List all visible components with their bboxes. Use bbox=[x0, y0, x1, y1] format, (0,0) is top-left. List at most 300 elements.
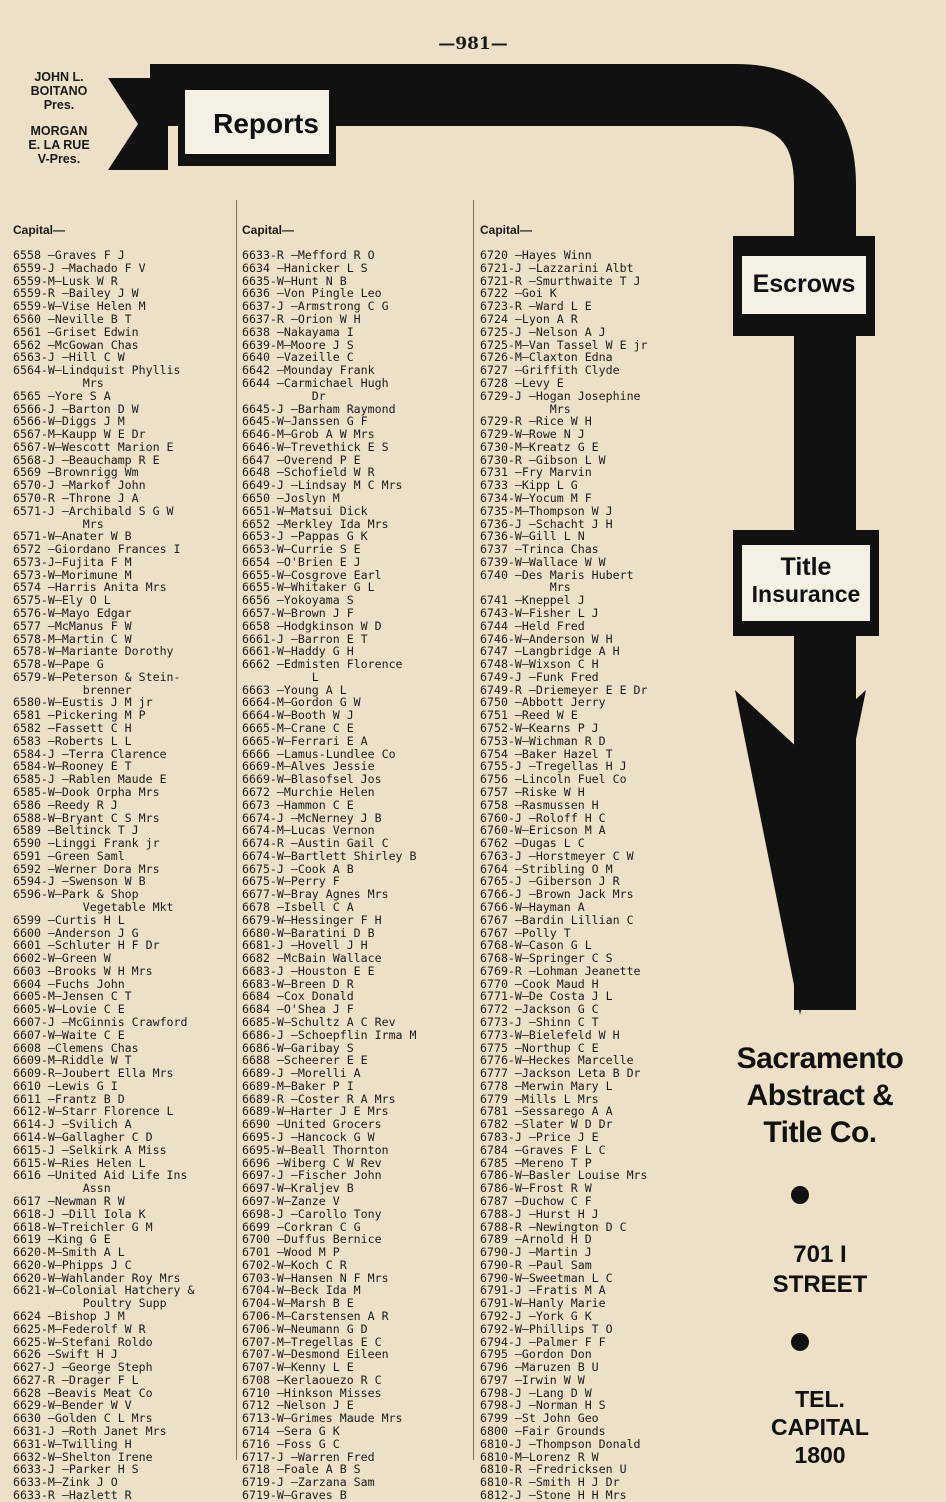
listing-entry: 6673 —Hammon C E bbox=[242, 797, 354, 812]
listing-entry: 6675-J —Cook A B bbox=[242, 861, 354, 876]
listing-entry: 6602-W—Green W bbox=[13, 951, 111, 966]
listing-entry: 6627-R —Drager F L bbox=[13, 1372, 139, 1387]
listing-entry: 6769-R —Lohman Jeanette bbox=[480, 963, 641, 978]
listing-entry: 6609-M—Riddle W T bbox=[13, 1053, 132, 1068]
vp-title: V-Pres. bbox=[37, 152, 81, 166]
listing-entry: 6599 —Curtis H L bbox=[13, 912, 125, 927]
listing-entry: 6664-M—Gordon G W bbox=[242, 695, 361, 710]
listing-entry: 6583 —Roberts L L bbox=[13, 733, 132, 748]
listing-entry: brenner bbox=[13, 682, 132, 697]
listing-entry: 6653-J —Pappas G K bbox=[242, 529, 368, 544]
listing-entry: 6786-W—Frost R W bbox=[480, 1181, 592, 1196]
listing-entry: 6625-M—Federolf W R bbox=[13, 1321, 146, 1336]
listing-entry: 6772 —Jackson G C bbox=[480, 1002, 599, 1017]
listing-entry: 6672 —Murchie Helen bbox=[242, 784, 375, 799]
listing-entry: 6567-W—Wescott Marion E bbox=[13, 439, 174, 454]
listing-entry: 6604 —Fuchs John bbox=[13, 976, 125, 991]
listing-entry: 6704-W—Marsh B E bbox=[242, 1296, 354, 1311]
listing-entry: 6631-J —Roth Janet Mrs bbox=[13, 1424, 167, 1438]
listing-entry: 6721-J —Lazzarini Albt bbox=[480, 260, 634, 275]
listing-entry: 6768-W—Springer C S bbox=[480, 951, 613, 966]
listing-entry: 6564-W—Lindquist Phyllis bbox=[13, 363, 181, 378]
listing-entry: 6633-J —Parker H S bbox=[13, 1462, 139, 1477]
listing-entry: 6558 —Graves F J bbox=[13, 248, 125, 263]
listing-entry: 6636 —Von Pingle Leo bbox=[242, 286, 382, 301]
column-header: Capital— bbox=[480, 222, 533, 237]
listing-entry: 6633-M—Zink J O bbox=[13, 1475, 118, 1490]
listing-entry: 6719-W—Graves B bbox=[242, 1487, 347, 1502]
listing-entry: 6686-W—Garibay S bbox=[242, 1040, 354, 1055]
listing-entry: 6757 —Riske W H bbox=[480, 784, 585, 799]
listing-entry: 6696 —Wiberg C W Rev bbox=[242, 1155, 382, 1170]
listing-entry: 6765-J —Giberson J R bbox=[480, 874, 620, 889]
listing-entry: 6752-W—Kearns P J bbox=[480, 721, 599, 736]
listing-entry: 6632-W—Shelton Irene bbox=[13, 1449, 153, 1464]
listing-entry: 6791-J —Fratis M A bbox=[480, 1283, 606, 1298]
listing-entry: 6559-W—Vise Helen M bbox=[13, 299, 146, 314]
listing-entry: 6726-M—Claxton Edna bbox=[480, 350, 613, 365]
listing-entry: 6766-W—Hayman A bbox=[480, 899, 585, 914]
listing-entry: 6790-J —Martin J bbox=[480, 1245, 592, 1260]
listing-entry: 6663 —Young A L bbox=[242, 682, 347, 697]
listing-entry: 6655-W—Cosgrove Earl bbox=[242, 567, 382, 582]
listing-entry: 6798-J —Lang D W bbox=[480, 1385, 592, 1400]
listing-entry: 6628 —Beavis Meat Co bbox=[13, 1385, 153, 1400]
listing-entry: 6766-J —Brown Jack Mrs bbox=[480, 887, 634, 902]
president-name-2: BOITANO bbox=[30, 84, 88, 98]
listing-entry: 6644 —Carmichael Hugh bbox=[242, 375, 389, 390]
listing-entry: 6810-J —Thompson Donald bbox=[480, 1436, 641, 1451]
listing-entry: Vegetable Mkt bbox=[13, 899, 174, 914]
listing-entry: 6741 —Kneppel J bbox=[480, 593, 585, 608]
listing-entry: 6773-J —Shinn C T bbox=[480, 1015, 599, 1029]
listing-entry: 6652 —Merkley Ida Mrs bbox=[242, 516, 389, 531]
listing-entry: 6747 —Langbridge A H bbox=[480, 644, 620, 659]
listing-entry: 6678 —Isbell C A bbox=[242, 899, 354, 914]
listing-entry: 6674-M—Lucas Vernon bbox=[242, 823, 375, 838]
listing-entry: 6584-W—Rooney E T bbox=[13, 759, 132, 774]
listing-entry: 6707-W—Kenny L E bbox=[242, 1360, 354, 1375]
listing-entry: 6679-W—Hessinger F H bbox=[242, 912, 382, 927]
listing-entry: 6744 —Held Fred bbox=[480, 618, 585, 633]
listing-entry: 6572 —Giordano Frances I bbox=[13, 542, 181, 557]
listing-entry: 6664-W—Booth W J bbox=[242, 708, 354, 723]
listing-entry: 6800 —Fair Grounds bbox=[480, 1424, 606, 1438]
listing-entry: 6755-J —Tregellas H J bbox=[480, 759, 627, 774]
listing-entry: 6782 —Slater W D Dr bbox=[480, 1117, 613, 1132]
listing-entry: 6651-W—Matsui Dick bbox=[242, 503, 368, 518]
listing-entry: 6777 —Jackson Leta B Dr bbox=[480, 1066, 641, 1081]
listing-entry: 6570-J —Markof John bbox=[13, 478, 146, 493]
listing-entry: 6773-W—Bielefeld W H bbox=[480, 1027, 620, 1042]
banner-insurance: Insurance bbox=[751, 581, 861, 607]
listing-entry: 6589 —Beltinck T J bbox=[13, 823, 139, 838]
listing-entry: 6624 —Bishop J M bbox=[13, 1308, 125, 1323]
listing-entry: 6797 —Irwin W W bbox=[480, 1372, 585, 1387]
listing-entry: 6733 —Kipp L G bbox=[480, 478, 578, 493]
listing-entry: 6579-W—Peterson & Stein- bbox=[13, 669, 181, 684]
listing-entry: 6603 —Brooks W H Mrs bbox=[13, 963, 153, 978]
listing-entry: 6730-R —Gibson L W bbox=[480, 452, 606, 467]
listing-entry: 6707-M—Tregellas E C bbox=[242, 1334, 382, 1349]
listing-entry: 6619 —King G E bbox=[13, 1232, 111, 1247]
banner-reports: Reports bbox=[213, 108, 319, 139]
listing-entry: 6612-W—Starr Florence L bbox=[13, 1104, 174, 1119]
listing-entry: 6790-R —Paul Sam bbox=[480, 1257, 592, 1272]
listing-entry: 6729-R —Rice W H bbox=[480, 414, 592, 429]
listing-entry: 6586 —Reedy R J bbox=[13, 797, 118, 812]
listing-entry: 6629-W—Bender W V bbox=[13, 1398, 132, 1413]
listing-column-3 bbox=[480, 198, 648, 1502]
vp-name: MORGAN bbox=[30, 124, 88, 138]
listing-entry: 6767 —Bardin Lillian C bbox=[480, 912, 634, 927]
listing-entry: 6753-W—Wichman R D bbox=[480, 733, 606, 748]
listing-entry: 6723-R —Ward L E bbox=[480, 299, 592, 314]
listing-entry: 6584-J —Terra Clarence bbox=[13, 746, 167, 761]
listing-entry: Poultry Supp bbox=[13, 1296, 167, 1311]
listing-entry: 6677-W—Bray Agnes Mrs bbox=[242, 887, 389, 902]
listing-entry: 6608 —Clemens Chas bbox=[13, 1040, 139, 1055]
listing-entry: 6724 —Lyon A R bbox=[480, 312, 578, 327]
listing-entry: 6562 —McGowan Chas bbox=[13, 337, 139, 352]
listing-entry: 6611 —Frantz B D bbox=[13, 1091, 125, 1106]
listing-entry: 6786-W—Basler Louise Mrs bbox=[480, 1168, 648, 1183]
listing-entry: 6655-W—Whitaker G L bbox=[242, 580, 375, 595]
listing-entry: 6574 —Harris Anita Mrs bbox=[13, 580, 167, 595]
listing-entry: 6719-J —Zarzana Sam bbox=[242, 1475, 375, 1490]
listing-entry: 6614-W—Gallagher C D bbox=[13, 1130, 153, 1145]
listing-entry: 6661-W—Haddy G H bbox=[242, 644, 354, 659]
listing-entry: 6768-W—Cason G L bbox=[480, 938, 592, 953]
listing-column-1 bbox=[13, 198, 194, 1502]
listing-entry: 6585-J —Rablen Maude E bbox=[13, 772, 167, 787]
listing-entry: 6775 —Northup C E bbox=[480, 1040, 599, 1055]
listing-entry: 6578-W—Pape G bbox=[13, 657, 104, 672]
listing-entry: 6697-W—Kraljev B bbox=[242, 1181, 354, 1196]
listing-entry: 6684 —Cox Donald bbox=[242, 989, 354, 1004]
column-rule bbox=[236, 200, 237, 1460]
listing-entry: 6685-W—Schultz A C Rev bbox=[242, 1015, 396, 1029]
listing-entry: 6656 —Yokoyama S bbox=[242, 593, 354, 608]
listing-entry: 6731 —Fry Marvin bbox=[480, 465, 592, 480]
listing-entry: 6566-J —Barton D W bbox=[13, 401, 139, 416]
listing-entry: 6635-W—Hunt N B bbox=[242, 273, 347, 288]
listing-entry: 6790-W—Sweetman L C bbox=[480, 1270, 613, 1285]
listing-entry: 6661-J —Barron E T bbox=[242, 631, 368, 646]
listing-entry: 6785 —Mereno T P bbox=[480, 1155, 592, 1170]
listing-entry: 6695-W—Beall Thornton bbox=[242, 1142, 389, 1157]
listing-entry: 6666 —Lamus-Lundlee Co bbox=[242, 746, 396, 761]
banner-escrows: Escrows bbox=[752, 270, 856, 298]
listing-entry: 6729-J —Hogan Josephine bbox=[480, 388, 641, 403]
listing-column-2 bbox=[242, 198, 417, 1502]
column-rule bbox=[473, 200, 474, 1460]
listing-entry: 6681-J —Hovell J H bbox=[242, 938, 368, 953]
listing-entry: 6695-J —Hancock G W bbox=[242, 1130, 375, 1145]
listing-entry: 6787 —Duchow C F bbox=[480, 1193, 592, 1208]
listing-entry: 6637-J —Armstrong C G bbox=[242, 299, 389, 314]
listing-entry: 6559-R —Bailey J W bbox=[13, 286, 139, 301]
listing-entry: 6638 —Nakayama I bbox=[242, 324, 354, 339]
listing-entry: 6559-M—Lusk W R bbox=[13, 273, 118, 288]
listing-entry: 6716 —Foss G C bbox=[242, 1436, 340, 1451]
listing-entry: 6783-J —Price J E bbox=[480, 1130, 599, 1145]
listing-entry: Mrs bbox=[13, 516, 104, 531]
listing-entry: 6596-W—Park & Shop bbox=[13, 887, 139, 902]
listing-entry: 6697-J —Fischer John bbox=[242, 1168, 382, 1183]
listing-entry: 6620-W—Wahlander Roy Mrs bbox=[13, 1270, 181, 1285]
listing-entry: 6571-W—Anater W B bbox=[13, 529, 132, 544]
listing-entry: 6658 —Hodgkinson W D bbox=[242, 618, 382, 633]
listing-entry: 6607-J —McGinnis Crawford bbox=[13, 1015, 188, 1029]
listing-entry: 6585-W—Dook Orpha Mrs bbox=[13, 784, 160, 799]
listing-entry: 6560 —Neville B T bbox=[13, 312, 132, 327]
ad-street: 701 I STREET bbox=[772, 1241, 868, 1298]
listing-entry: Assn bbox=[13, 1181, 111, 1196]
listing-entry: 6722 —Goi K bbox=[480, 286, 557, 301]
listing-entry: 6575-W—Ely O L bbox=[13, 593, 111, 608]
listing-entry: 6689-M—Baker P I bbox=[242, 1078, 354, 1093]
listing-entry: 6577 —McManus F W bbox=[13, 618, 132, 633]
listing-entry: 6610 —Lewis G I bbox=[13, 1078, 118, 1093]
listing-entry: 6810-R —Smith H J Dr bbox=[480, 1475, 620, 1490]
listing-entry: 6674-R —Austin Gail C bbox=[242, 836, 389, 851]
listing-entry: Dr bbox=[242, 388, 326, 403]
listing-entry: 6770 —Cook Maud H bbox=[480, 976, 599, 991]
listing-entry: 6637-R —Orion W H bbox=[242, 312, 361, 327]
listing-entry: 6654 —O'Brien E J bbox=[242, 554, 361, 569]
listing-entry: 6751 —Reed W E bbox=[480, 708, 578, 723]
listing-entry: 6609-R—Joubert Ella Mrs bbox=[13, 1066, 174, 1081]
listing-entry: 6573-J—Fujita F M bbox=[13, 554, 132, 569]
listing-entry: 6746-W—Anderson W H bbox=[480, 631, 613, 646]
listing-entry: 6607-W—Waite C E bbox=[13, 1027, 125, 1042]
listing-entry: 6760-J —Roloff H C bbox=[480, 810, 606, 825]
listing-entry: 6791-W—Hanly Marie bbox=[480, 1296, 606, 1311]
listing-entry: 6639-M—Moore J S bbox=[242, 337, 354, 352]
listing-entry: 6710 —Hinkson Misses bbox=[242, 1385, 382, 1400]
listing-entry: 6563-J —Hill C W bbox=[13, 350, 125, 365]
listing-entry: 6581 —Pickering M P bbox=[13, 708, 146, 723]
vp-name-2: E. LA RUE bbox=[28, 138, 90, 152]
listing-entry: 6810-M—Lorenz R W bbox=[480, 1449, 599, 1464]
listing-entry: 6576-W—Mayo Edgar bbox=[13, 606, 132, 620]
listing-entry: 6620-W—Phipps J C bbox=[13, 1257, 132, 1272]
listing-entry: 6571-J —Archibald S G W bbox=[13, 503, 174, 518]
listing-entry: 6720 —Hayes Winn bbox=[480, 248, 592, 263]
listing-entry: Mrs bbox=[480, 580, 571, 595]
listing-entry: 6740 —Des Maris Hubert bbox=[480, 567, 634, 582]
listing-entry: 6749-J —Funk Fred bbox=[480, 669, 599, 684]
listing-entry: 6590 —Linggi Frank jr bbox=[13, 836, 160, 851]
listing-entry: 6591 —Green Saml bbox=[13, 848, 125, 863]
listing-entry: 6798-J —Norman H S bbox=[480, 1398, 606, 1413]
listing-entry: 6625-W—Stefani Roldo bbox=[13, 1334, 153, 1349]
president-name: JOHN L. bbox=[34, 70, 84, 84]
listing-entry: 6567-M—Kaupp W E Dr bbox=[13, 427, 146, 442]
listing-entry: 6568-J —Beauchamp R E bbox=[13, 452, 160, 467]
listing-entry: 6578-M—Martin C W bbox=[13, 631, 132, 646]
listing-entry: L bbox=[242, 669, 319, 684]
listing-entry: 6594-J —Swenson W B bbox=[13, 874, 146, 889]
listing-entry: 6703-W—Hansen N F Mrs bbox=[242, 1270, 389, 1285]
listing-entry: 6665-W—Ferrari E A bbox=[242, 733, 368, 748]
listing-entry: 6763-J —Horstmeyer C W bbox=[480, 848, 634, 863]
listing-entry: 6725-M—Van Tassel W E jr bbox=[480, 337, 648, 352]
listing-entry: 6721-R —Smurthwaite T J bbox=[480, 273, 641, 288]
listing-entry: 6580-W—Eustis J M jr bbox=[13, 695, 153, 710]
listing-entry: 6569 —Brownrigg Wm bbox=[13, 465, 139, 480]
listing-entry: 6650 —Joslyn M bbox=[242, 490, 340, 505]
listing-entry: 6708 —Kerlaouezo R C bbox=[242, 1372, 382, 1387]
listing-entry: 6799 —St John Geo bbox=[480, 1411, 599, 1426]
listing-entry: 6648 —Schofield W R bbox=[242, 465, 375, 480]
listing-entry: 6762 —Dugas L C bbox=[480, 836, 585, 851]
listing-entry: 6767 —Polly T bbox=[480, 925, 571, 940]
listing-entry: 6701 —Wood M P bbox=[242, 1245, 340, 1260]
listing-entry: 6578-W—Mariante Dorothy bbox=[13, 644, 174, 659]
listing-entry: 6688 —Scheerer E E bbox=[242, 1053, 368, 1068]
listing-entry: 6683-W—Breen D R bbox=[242, 976, 354, 991]
listing-entry: 6561 —Griset Edwin bbox=[13, 324, 139, 339]
listing-entry: 6758 —Rasmussen H bbox=[480, 797, 599, 812]
listing-entry: 6647 —Overend P E bbox=[242, 452, 361, 467]
listing-entry: 6605-M—Jensen C T bbox=[13, 989, 132, 1004]
listing-entry: 6605-W—Lovie C E bbox=[13, 1002, 125, 1017]
listing-entry: 6734-W—Yocum M F bbox=[480, 490, 592, 505]
listing-entry: 6682 —McBain Wallace bbox=[242, 951, 382, 966]
listing-entry: 6588-W—Bryant C S Mrs bbox=[13, 810, 160, 825]
listing-entry: 6749-R —Driemeyer E E Dr bbox=[480, 682, 648, 697]
listing-entry: 6760-W—Ericson M A bbox=[480, 823, 606, 838]
listing-entry: 6600 —Anderson J G bbox=[13, 925, 139, 940]
listing-entry: 6620-M—Smith A L bbox=[13, 1245, 125, 1260]
listing-entry: 6621-W—Colonial Hatchery & bbox=[13, 1283, 195, 1298]
listing-entry: 6784 —Graves F L C bbox=[480, 1142, 606, 1157]
listing-entry: 6771-W—De Costa J L bbox=[480, 989, 613, 1004]
listing-entry: 6704-W—Beck Ida M bbox=[242, 1283, 361, 1298]
listing-entry: 6794-J —Palmer F F bbox=[480, 1334, 606, 1349]
listing-entry: 6689-J —Morelli A bbox=[242, 1066, 361, 1081]
listing-entry: 6717-J —Warren Fred bbox=[242, 1449, 375, 1464]
listing-entry: 6750 —Abbott Jerry bbox=[480, 695, 606, 710]
listing-entry: 6653-W—Currie S E bbox=[242, 542, 361, 557]
listing-entry: 6570-R —Throne J A bbox=[13, 490, 139, 505]
listing-entry: 6642 —Mounday Frank bbox=[242, 363, 375, 378]
listing-entry: 6683-J —Houston E E bbox=[242, 963, 375, 978]
listing-entry: 6795 —Gordon Don bbox=[480, 1347, 592, 1362]
listing-entry: 6646-W—Trevethick E S bbox=[242, 439, 389, 454]
listing-entry: 6626 —Swift H J bbox=[13, 1347, 118, 1362]
listing-entry: Mrs bbox=[480, 401, 571, 416]
listing-entry: 6690 —United Grocers bbox=[242, 1117, 382, 1132]
listing-entry: 6735-M—Thompson W J bbox=[480, 503, 613, 518]
listing-entry: 6601 —Schluter H F Dr bbox=[13, 938, 160, 953]
listing-entry: 6633-R —Mefford R O bbox=[242, 248, 375, 263]
listing-entry: 6669-W—Blasofsel Jos bbox=[242, 772, 382, 787]
listing-entry: 6669-M—Alves Jessie bbox=[242, 759, 375, 774]
listing-entry: 6748-W—Wixson C H bbox=[480, 657, 599, 672]
listing-entry: 6618-J —Dill Iola K bbox=[13, 1206, 146, 1221]
ad-telephone: TEL. CAPITAL 1800 bbox=[771, 1386, 869, 1468]
listing-entry: 6700 —Duffus Bernice bbox=[242, 1232, 382, 1247]
listing-entry: 6592 —Werner Dora Mrs bbox=[13, 861, 160, 876]
listing-entry: 6713-W—Grimes Maude Mrs bbox=[242, 1411, 403, 1426]
listing-entry: 6702-W—Koch C R bbox=[242, 1257, 347, 1272]
listing-entry: 6634 —Hanicker L S bbox=[242, 260, 368, 275]
listing-entry: 6725-J —Nelson A J bbox=[480, 324, 606, 339]
listing-entry: 6674-W—Bartlett Shirley B bbox=[242, 848, 417, 863]
listing-entry: 6640 —Vazeille C bbox=[242, 350, 354, 365]
listing-entry: 6697-W—Zanze V bbox=[242, 1193, 340, 1208]
listing-entry: 6699 —Corkran C G bbox=[242, 1219, 361, 1234]
listing-entry: 6812-J —Stone H H Mrs bbox=[480, 1487, 627, 1502]
listing-entry: Mrs bbox=[13, 375, 104, 390]
listing-entry: 6718 —Foale A B S bbox=[242, 1462, 361, 1477]
listing-entry: 6764 —Stribling O M bbox=[480, 861, 613, 876]
listing-entry: 6730-M—Kreatz G E bbox=[480, 439, 599, 454]
listing-entry: 6566-W—Diggs J M bbox=[13, 414, 125, 429]
page-number: —981— bbox=[438, 34, 508, 54]
listing-entry: 6754 —Baker Hazel T bbox=[480, 746, 613, 761]
listing-entry: 6737 —Trinca Chas bbox=[480, 542, 599, 557]
listing-entry: 6627-J —George Steph bbox=[13, 1360, 153, 1375]
listing-entry: 6615-J —Selkirk A Miss bbox=[13, 1142, 167, 1157]
listing-entry: 6565 —Yore S A bbox=[13, 388, 111, 403]
listing-entry: 6573-W—Morimune M bbox=[13, 567, 132, 582]
listing-entry: 6684 —O'Shea J F bbox=[242, 1002, 354, 1017]
listing-entry: 6779 —Mills L Mrs bbox=[480, 1091, 599, 1106]
listing-entry: 6680-W—Baratini D B bbox=[242, 925, 375, 940]
listing-entry: 6617 —Newman R W bbox=[13, 1193, 125, 1208]
president-title: Pres. bbox=[43, 98, 75, 112]
listing-entry: 6781 —Sessarego A A bbox=[480, 1104, 613, 1119]
listing-entry: 6736-W—Gill L N bbox=[480, 529, 585, 544]
listing-entry: 6712 —Nelson J E bbox=[242, 1398, 354, 1413]
listing-entry: 6792-W—Phillips T O bbox=[480, 1321, 613, 1336]
listing-entry: 6582 —Fassett C H bbox=[13, 721, 132, 736]
listing-entry: 6657-W—Brown J F bbox=[242, 606, 354, 620]
listing-entry: 6728 —Levy E bbox=[480, 375, 564, 390]
listing-entry: 6645-J —Barham Raymond bbox=[242, 401, 396, 416]
listing-entry: 6736-J —Schacht J H bbox=[480, 516, 613, 531]
listing-entry: 6796 —Maruzen B U bbox=[480, 1360, 599, 1375]
listing-entry: 6810-R —Fredricksen U bbox=[480, 1462, 627, 1477]
listing-entry: 6714 —Sera G K bbox=[242, 1424, 340, 1438]
listing-entry: 6739-W—Wallace W W bbox=[480, 554, 606, 569]
listing-entry: 6756 —Lincoln Fuel Co bbox=[480, 772, 627, 787]
listing-entry: 6729-W—Rowe N J bbox=[480, 427, 585, 442]
listing-entry: 6616 —United Aid Life Ins bbox=[13, 1168, 188, 1183]
listing-entry: 6631-W—Twilling H bbox=[13, 1436, 132, 1451]
listing-entry: 6706-M—Carstensen A R bbox=[242, 1308, 389, 1323]
ad-company-name: Sacramento Abstract & Title Co. bbox=[736, 1042, 904, 1149]
banner-title: Title bbox=[780, 553, 832, 581]
listing-entry: 6665-M—Crane C E bbox=[242, 721, 354, 736]
listing-entry: 6689-W—Harter J E Mrs bbox=[242, 1104, 389, 1119]
listing-entry: 6646-M—Grob A W Mrs bbox=[242, 427, 375, 442]
listing-entry: 6674-J —McNerney J B bbox=[242, 810, 382, 825]
listing-entry: 6615-W—Ries Helen L bbox=[13, 1155, 146, 1170]
listing-entry: 6559-J —Machado F V bbox=[13, 260, 146, 275]
listing-entry: 6707-W—Desmond Eileen bbox=[242, 1347, 389, 1362]
column-header: Capital— bbox=[13, 222, 66, 237]
listing-entry: 6776-W—Heckes Marcelle bbox=[480, 1053, 634, 1068]
listing-entry: 6778 —Merwin Mary L bbox=[480, 1078, 613, 1093]
listing-entry: 6706-W—Neumann G D bbox=[242, 1321, 368, 1336]
listing-entry: 6698-J —Carollo Tony bbox=[242, 1206, 382, 1221]
listing-entry: 6649-J —Lindsay M C Mrs bbox=[242, 478, 403, 493]
